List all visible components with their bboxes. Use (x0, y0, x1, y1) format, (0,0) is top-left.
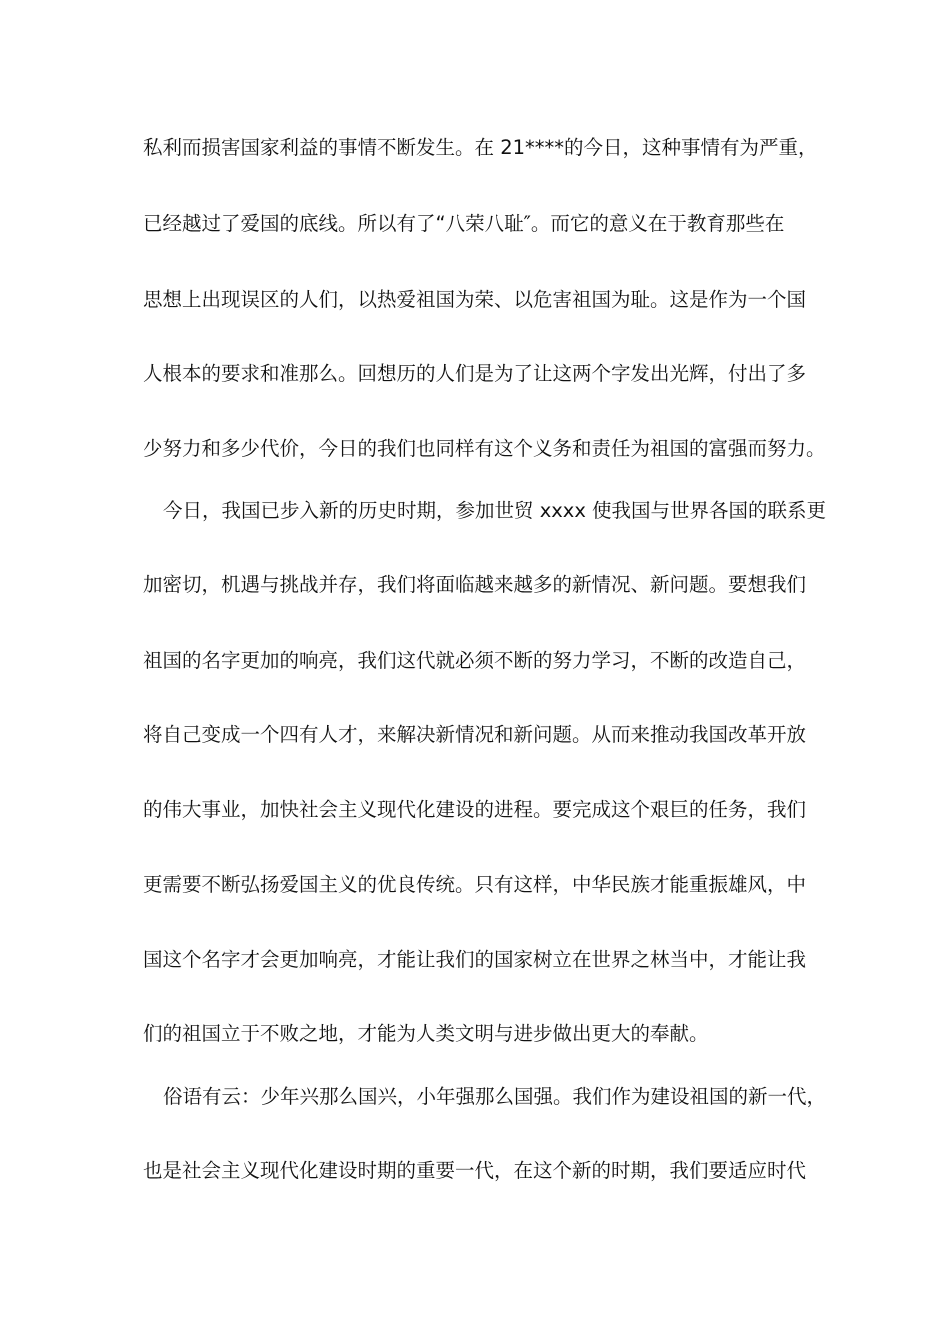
text-line: 加密切，机遇与挑战并存，我们将面临越来越多的新情况、新问题。要想我们 (143, 573, 807, 596)
text-line: 私利而损害国家利益的事情不断发生。在 21****的今日，这种事情有为严重， (143, 136, 818, 159)
text-line: 国这个名字才会更加响亮，才能让我们的国家树立在世界之林当中，才能让我 (143, 948, 807, 971)
paragraph-start-line: 今日，我国已步入新的历史时期，参加世贸 xxxx 使我国与世界各国的联系更 (163, 499, 827, 522)
text-line: 也是社会主义现代化建设时期的重要一代，在这个新的时期，我们要适应时代 (143, 1159, 807, 1182)
text-line: 少努力和多少代价，今日的我们也同样有这个义务和责任为祖国的富强而努力。 (143, 437, 826, 460)
text-line: 的伟大事业，加快社会主义现代化建设的进程。要完成这个艰巨的任务，我们 (143, 798, 807, 821)
text-line: 将自己变成一个四有人才，来解决新情况和新问题。从而来推动我国改革开放 (143, 723, 807, 746)
text-line: 更需要不断弘扬爱国主义的优良传统。只有这样，中华民族才能重振雄风，中 (143, 873, 807, 896)
paragraph-start-line: 俗语有云：少年兴那么国兴，小年强那么国强。我们作为建设祖国的新一代， (163, 1085, 827, 1108)
text-line: 已经越过了爱国的底线。所以有了“八荣八耻″。而它的意义在于教育那些在 (143, 212, 785, 235)
text-line: 思想上出现误区的人们，以热爱祖国为荣、以危害祖国为耻。这是作为一个国 (143, 288, 807, 311)
text-line: 们的祖国立于不败之地，才能为人类文明与进步做出更大的奉献。 (143, 1022, 709, 1045)
text-line: 人根本的要求和准那么。回想历的人们是为了让这两个字发出光辉，付出了多 (143, 362, 807, 385)
text-line: 祖国的名字更加的响亮，我们这代就必须不断的努力学习，不断的改造自己， (143, 649, 807, 672)
